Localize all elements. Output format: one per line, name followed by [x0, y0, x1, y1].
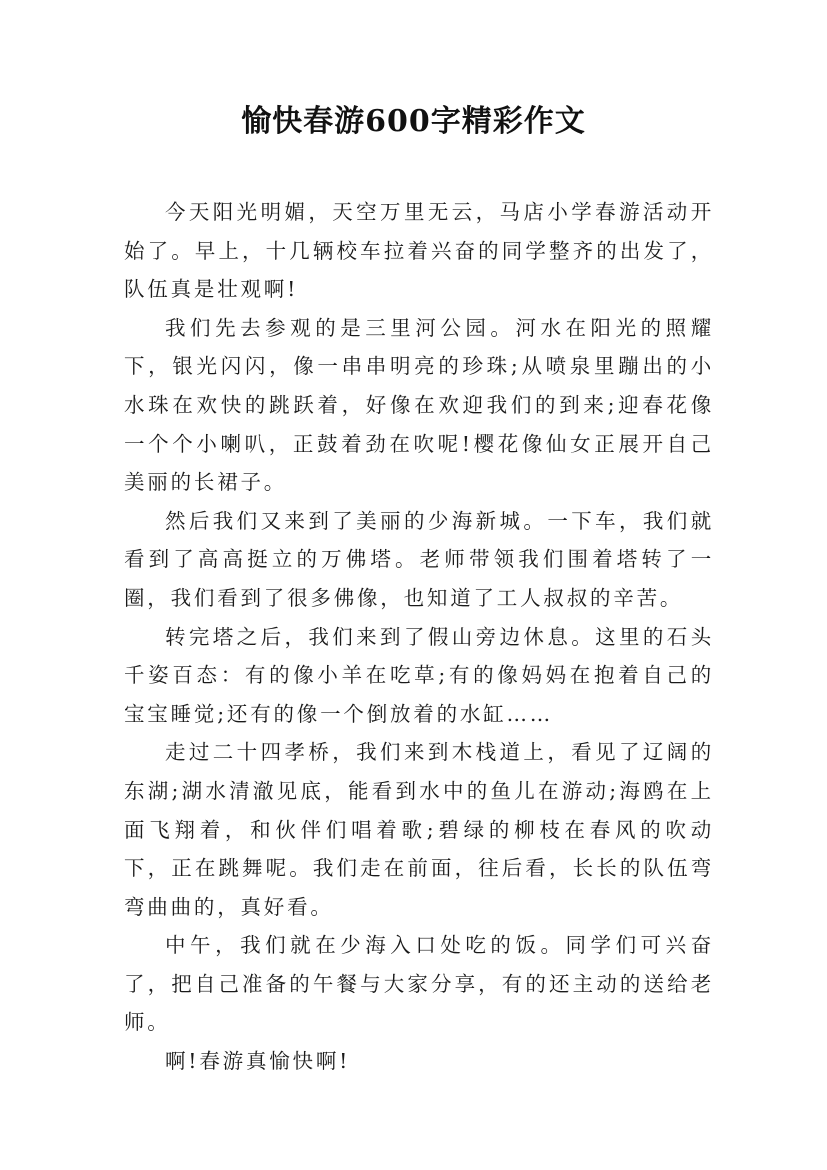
paragraph-3: 然后我们又来到了美丽的少海新城。一下车，我们就看到了高高挺立的万佛塔。老师带领我们围着塔转了一圈，我们看到了很多佛像，也知道了工人叔叔的辛苦。: [124, 508, 714, 610]
paragraph-4: 转完塔之后，我们来到了假山旁边休息。这里的石头千姿百态：有的像小羊在吃草;有的像妈妈在抱着自己的宝宝睡觉;还有的像一个倒放着的水缸……: [124, 624, 714, 726]
paragraph-1: 今天阳光明媚，天空万里无云，马店小学春游活动开始了。早上，十几辆校车拉着兴奋的同学整齐的出发了，队伍真是壮观啊!: [124, 200, 714, 302]
paragraph-5: 走过二十四孝桥，我们来到木栈道上，看见了辽阔的东湖;湖水清澈见底，能看到水中的鱼儿在游动;海鸥在上面飞翔着，和伙伴们唱着歌;碧绿的柳枝在春风的吹动下，正在跳舞呢。我们走在前面，往后看，长长的队伍弯弯曲曲的，真好看。: [124, 740, 714, 919]
paragraph-2: 我们先去参观的是三里河公园。河水在阳光的照耀下，银光闪闪，像一串串明亮的珍珠;从喷泉里蹦出的小水珠在欢快的跳跃着，好像在欢迎我们的到来;迎春花像一个个小喇叭，正鼓着劲在吹呢!樱花像仙女正展开自己美丽的长裙子。: [124, 315, 714, 495]
document-body: [124, 193, 714, 1081]
paragraph-6: 中午，我们就在少海入口处吃的饭。同学们可兴奋了，把自己准备的午餐与大家分享，有的还主动的送给老师。: [124, 933, 714, 1035]
paragraph-7: 啊!春游真愉快啊!: [165, 1049, 351, 1074]
document-title: 愉快春游600字精彩作文: [241, 104, 586, 139]
